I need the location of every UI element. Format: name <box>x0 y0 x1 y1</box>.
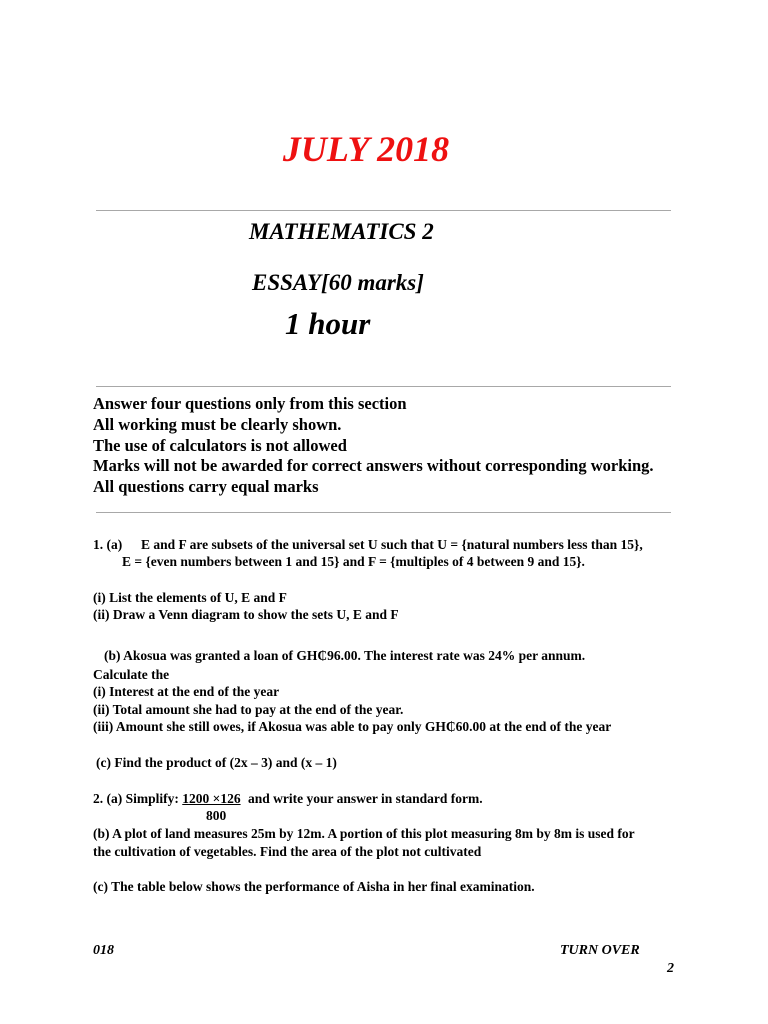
divider <box>96 386 671 387</box>
question-1b-ii: (ii) Total amount she had to pay at the end of the year. <box>93 702 404 717</box>
divider <box>96 512 671 513</box>
paper-heading: ESSAY[60 marks] <box>252 270 424 295</box>
divider <box>96 210 671 211</box>
fraction-denominator: 800 <box>206 808 227 823</box>
question-2c: (c) The table below shows the performance of Aisha in her final examination. <box>93 879 535 894</box>
instruction-line: Marks will not be awarded for correct answers without corresponding working. <box>93 456 654 476</box>
question-2a-suffix: and write your answer in standard form. <box>247 791 483 806</box>
question-2b-text: (b) A plot of land measures 25m by 12m. A portion of this plot measuring 8m by 8m is used for <box>93 826 635 841</box>
question-2a <box>93 791 483 807</box>
question-1a-number: 1. (a) <box>93 537 123 552</box>
question-1b-text: (b) Akosua was granted a loan of GH₵96.00. The interest rate was 24% per annum. <box>104 648 586 663</box>
question-1b-calc: Calculate the <box>93 667 170 682</box>
exam-date-title: JULY 2018 <box>282 129 450 169</box>
turn-over-label: TURN OVER <box>560 943 640 958</box>
question-1a-text-cont: E = {even numbers between 1 and 15} and F = {multiples of 4 between 9 and 15}. <box>122 554 585 569</box>
question-2b-text-cont: the cultivation of vegetables. Find the area of the plot not cultivated <box>93 844 482 859</box>
question-1a-i: (i) List the elements of U, E and F <box>93 590 287 605</box>
fraction-numerator: 1200 ×126 <box>182 791 241 806</box>
question-1b-iii: (iii) Amount she still owes, if Akosua was able to pay only GH₵60.00 at the end of the year <box>93 719 612 734</box>
question-1c: (c) Find the product of (2x – 3) and (x – 1) <box>96 755 337 770</box>
subject-heading: MATHEMATICS 2 <box>249 219 434 244</box>
instruction-line: All questions carry equal marks <box>93 477 319 497</box>
instruction-line: All working must be clearly shown. <box>93 414 342 434</box>
instruction-line: Answer four questions only from this section <box>93 394 407 413</box>
question-1b-i: (i) Interest at the end of the year <box>93 684 280 699</box>
question-1a-ii: (ii) Draw a Venn diagram to show the sets U, E and F <box>93 607 399 622</box>
page-number: 2 <box>667 961 674 976</box>
instructions-block <box>93 394 654 498</box>
question-1a-text: E and F are subsets of the universal set U such that U = {natural numbers less than 15}, <box>141 537 643 552</box>
paper-code: 018 <box>93 943 114 958</box>
duration-heading: 1 hour <box>285 306 371 341</box>
instruction-line: The use of calculators is not allowed <box>93 435 347 455</box>
question-2a-prefix: 2. (a) Simplify: <box>93 791 179 806</box>
